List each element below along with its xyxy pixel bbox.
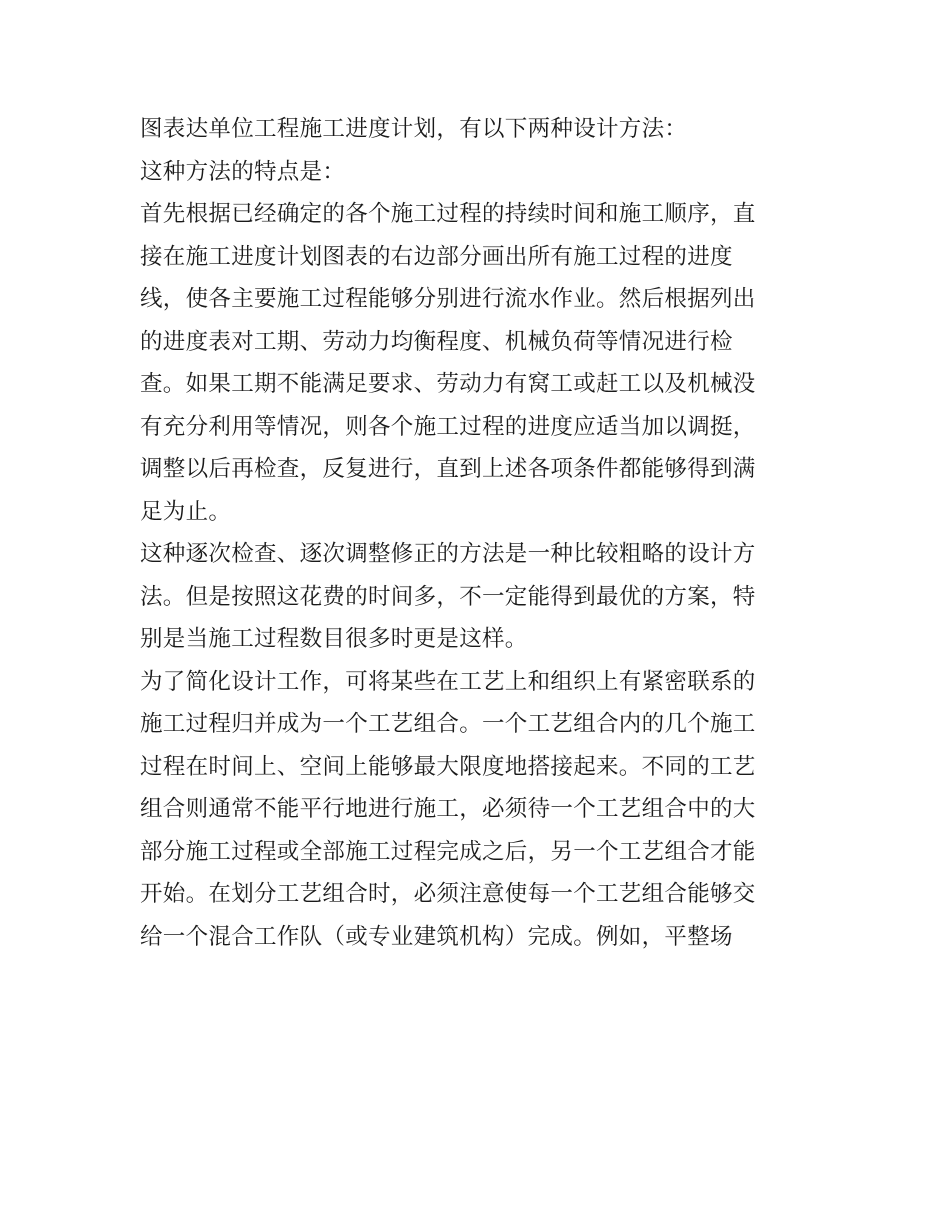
text-line: 给一个混合工作队（或专业建筑机构）完成。例如，平整场 [140,923,733,950]
text-line: 查。如果工期不能满足要求、劳动力有窝工或赶工以及机械没 [140,371,756,397]
text-line: 法。但是按照这花费的时间多，不一定能得到最优的方案，特 [140,583,756,610]
text-line: 过程在时间上、空间上能够最大限度地搭接起来。不同的工艺 [140,753,756,780]
text-line: 部分施工过程或全部施工过程完成之后，另一个工艺组合才能 [140,838,756,865]
text-line: 接在施工进度计划图表的右边部分画出所有施工过程的进度 [140,243,733,270]
text-line: 施工过程归并成为一个工艺组合。一个工艺组合内的几个施工 [140,711,756,737]
text-line: 这种方法的特点是： [140,158,346,185]
text-line: 调整以后再检查，反复进行，直到上述各项条件都能够得到满 [140,456,756,482]
document-body [140,108,820,958]
text-line: 这种逐次检查、逐次调整修正的方法是一种比较粗略的设计方 [140,541,756,567]
text-line: 组合则通常不能平行地进行施工，必须待一个工艺组合中的大 [140,796,756,822]
text-line: 有充分利用等情况，则各个施工过程的进度应适当加以调挺， [140,413,756,440]
text-line: 足为止。 [140,498,232,525]
text-line: 别是当施工过程数目很多时更是这样。 [140,626,528,652]
text-line: 开始。在划分工艺组合时，必须注意使每一个工艺组合能够交 [140,881,756,907]
text-line: 为了简化设计工作，可将某些在工艺上和组织上有紧密联系的 [140,668,756,695]
text-line: 图表达单位工程施工进度计划，有以下两种设计方法： [140,116,688,142]
text-line: 线，使各主要施工过程能够分别进行流水作业。然后根据列出 [140,286,756,312]
text-line: 的进度表对工期、劳动力均衡程度、机械负荷等情况进行检 [140,328,733,355]
text-line: 首先根据已经确定的各个施工过程的持续时间和施工顺序，直 [140,201,756,227]
